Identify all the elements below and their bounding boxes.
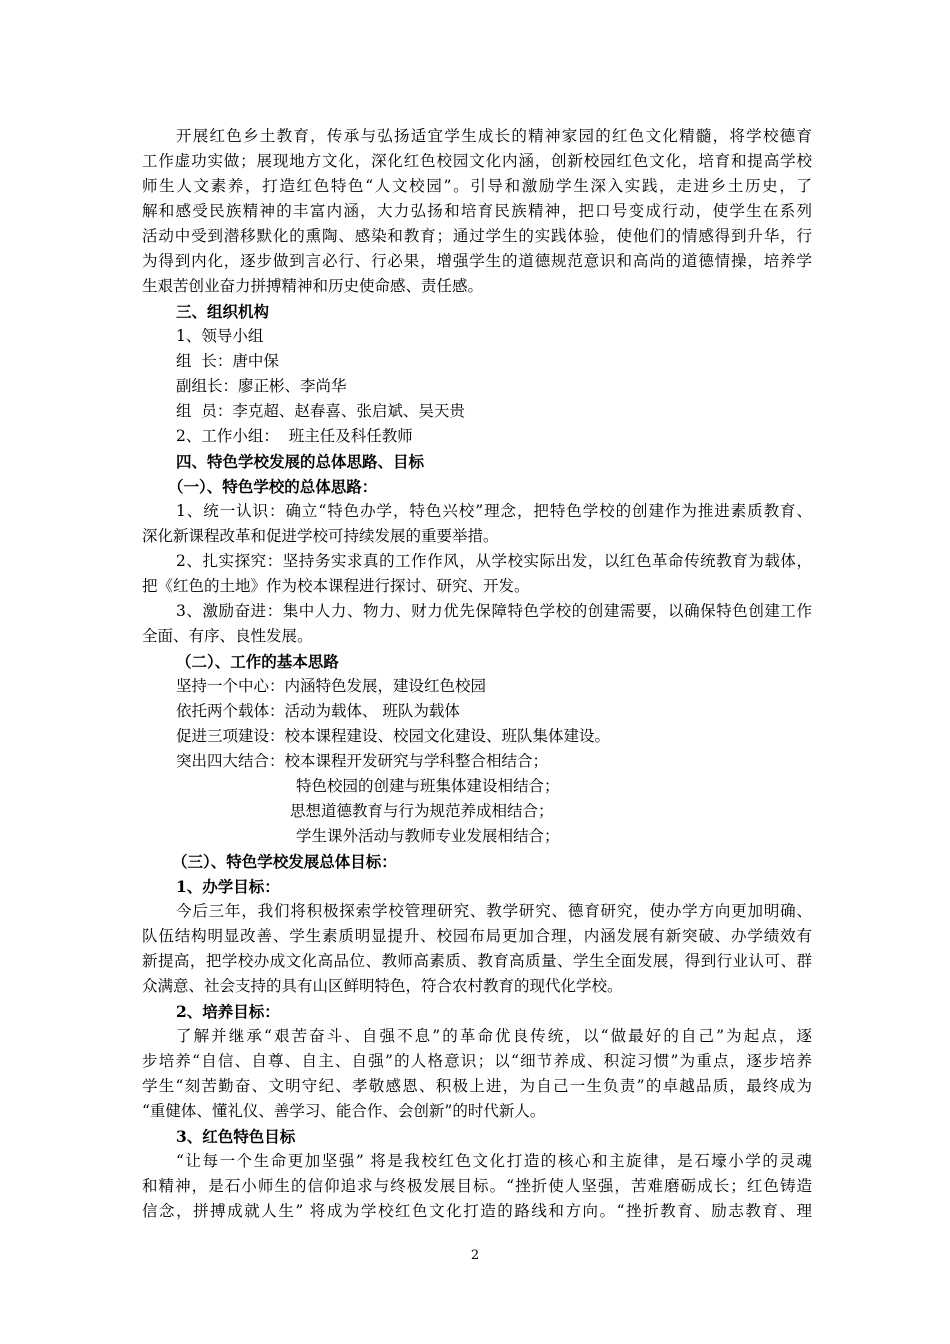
section-heading: 四、特色学校发展的总体思路、目标 [176, 452, 425, 471]
list-item: 1、领导小组 [176, 327, 264, 345]
subsection-heading: （二）、工作的基本思路 [176, 652, 339, 671]
paragraph-line: 了解并继承“艰苦奋斗、自强不息”的革命优良传统，以“做最好的自己”为起点，逐 [176, 1027, 812, 1045]
paragraph-line: 众满意、社会支持的具有山区鲜明特色，符合农村教育的现代化学校。 [142, 977, 623, 995]
list-item: 2、工作小组： 班主任及科任教师 [176, 427, 413, 445]
paragraph-line: 信念，拼搏成就人生” 将成为学校红色文化打造的路线和方向。“挫折教育、励志教育、理 [142, 1202, 812, 1220]
list-item: 组 员：李克超、赵春喜、张启斌、吴天贵 [176, 402, 465, 420]
list-item: 副组长：廖正彬、李尚华 [176, 377, 347, 395]
intro-line: 工作虚功实做；展现地方文化，深化红色校园文化内涵，创新校园红色文化，培育和提高学校 [142, 152, 812, 170]
paragraph-line: 2、扎实探究：坚持务实求真的工作作风，从学校实际出发，以红色革命传统教育为载体， [176, 552, 812, 570]
paragraph-line: 步培养“自信、自尊、自主、自强”的人格意识；以“细节养成、积淀习惯”为重点，逐步培养 [142, 1052, 812, 1070]
intro-line: 开展红色乡土教育，传承与弘扬适宜学生成长的精神家园的红色文化精髓，将学校德育 [176, 127, 812, 145]
goal-heading: 2、培养目标： [176, 1002, 280, 1021]
paragraph-line: 新提高，把学校办成文化高品位、教师高素质、教育高质量、学生全面发展，得到行业认可、群 [142, 952, 812, 970]
goal-heading: 1、办学目标： [176, 877, 280, 896]
paragraph-line: 把《红色的土地》作为校本课程进行探讨、研究、开发。 [142, 577, 530, 595]
list-item: 组 长：唐中保 [176, 352, 279, 370]
list-item: 突出四大结合：校本课程开发研究与学科整合相结合； [176, 752, 549, 770]
paragraph-line: 今后三年，我们将积极探索学校管理研究、教学研究、德育研究，使办学方向更加明确、 [176, 902, 812, 920]
paragraph-line: 1、统一认识：确立“特色办学，特色兴校”理念，把特色学校的创建作为推进素质教育、 [176, 502, 812, 520]
list-item: 坚持一个中心：内涵特色发展，建设红色校园 [176, 677, 487, 695]
intro-line: 活动中受到潜移默化的熏陶、感染和教育；通过学生的实践体验，使他们的情感得到升华，行 [142, 227, 812, 245]
paragraph-line: 学生“刻苦勤奋、文明守纪、孝敬感恩、积极上进，为自己一生负责”的卓越品质，最终成为 [142, 1077, 812, 1095]
list-item: 思想道德教育与行为规范养成相结合； [290, 802, 554, 820]
paragraph-line: 队伍结构明显改善、学生素质明显提升、校园布局更加合理，内涵发展有新突破、办学绩效有 [142, 927, 812, 945]
intro-line: 解和感受民族精神的丰富内涵，大力弘扬和培育民族精神，把口号变成行动，使学生在系列 [142, 202, 812, 220]
paragraph-line: 和精神，是石小师生的信仰追求与终极发展目标。“挫折使人坚强，苦难磨砺成长；红色铸造 [142, 1177, 812, 1195]
intro-line: 师生人文素养，打造红色特色“人文校园”。引导和激励学生深入实践，走进乡土历史，了 [142, 177, 812, 195]
paragraph-line: “让每一个生命更加坚强” 将是我校红色文化打造的核心和主旋律，是石壕小学的灵魂 [176, 1152, 812, 1170]
paragraph-line: 深化新课程改革和促进学校可持续发展的重要举措。 [142, 527, 499, 545]
list-item: 促进三项建设：校本课程建设、校园文化建设、班队集体建设。 [176, 727, 611, 745]
paragraph-line: “重健体、懂礼仪、善学习、能合作、会创新”的时代新人。 [142, 1102, 546, 1120]
list-item: 特色校园的创建与班集体建设相结合； [296, 777, 560, 795]
page-number: 2 [470, 1248, 480, 1263]
subsection-heading: （三）、特色学校发展总体目标： [172, 852, 397, 871]
goal-heading: 3、红色特色目标 [176, 1127, 296, 1146]
subsection-heading: （一）、特色学校的总体思路： [168, 477, 378, 496]
list-item: 学生课外活动与教师专业发展相结合； [296, 827, 560, 845]
section-heading: 三、组织机构 [176, 302, 270, 321]
intro-line: 生艰苦创业奋力拼搏精神和历史使命感、责任感。 [142, 277, 484, 295]
list-item: 依托两个载体：活动为载体、 班队为载体 [176, 702, 460, 720]
intro-line: 为得到内化，逐步做到言必行、行必果，增强学生的道德规范意识和高尚的道德情操，培养学 [142, 252, 812, 270]
paragraph-line: 全面、有序、良性发展。 [142, 627, 313, 645]
paragraph-line: 3、激励奋进：集中人力、物力、财力优先保障特色学校的创建需要，以确保特色创建工作 [176, 602, 812, 620]
